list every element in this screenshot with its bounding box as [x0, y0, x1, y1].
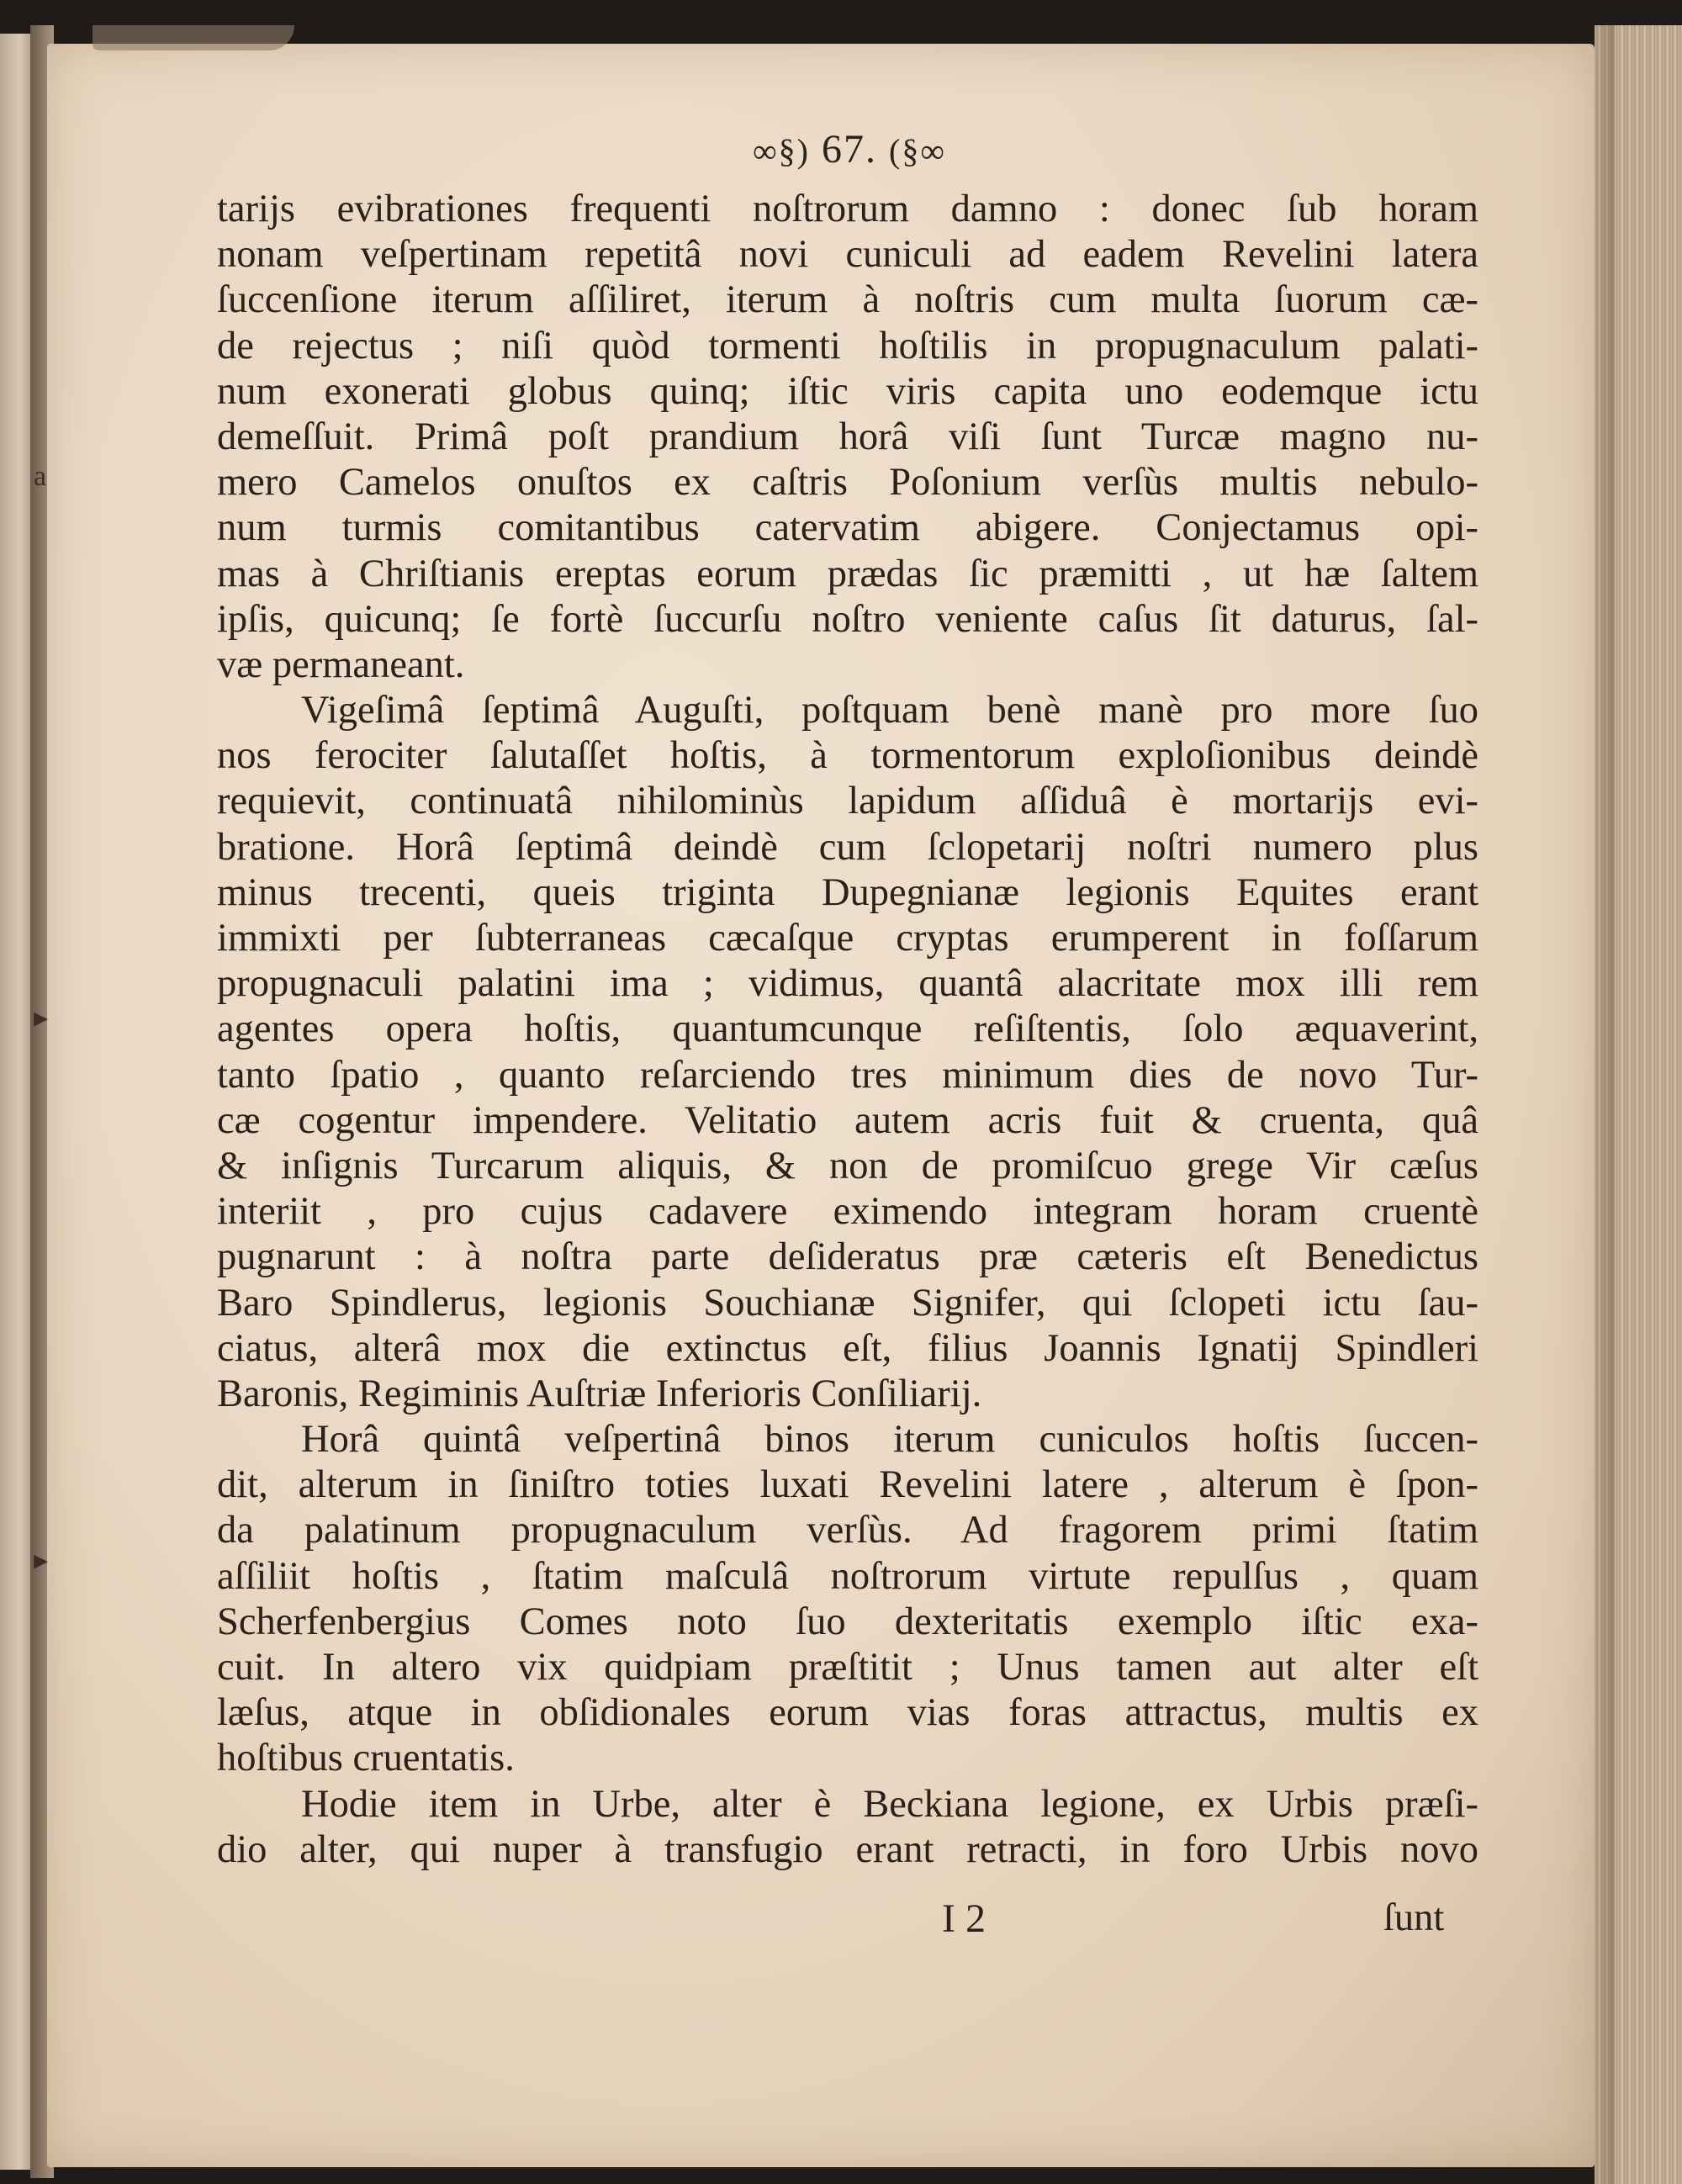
text-line: minus trecenti, queis triginta Dupegnianæ legionis Equites erant — [217, 870, 1478, 914]
text-line: da palatinum propugnaculum verſùs. Ad fragorem primi ſtatim — [217, 1509, 1478, 1552]
text-line: bratione. Horâ ſeptimâ deindè cum ſclopetarij noſtri numero plus — [217, 825, 1478, 869]
text-line: Baronis, Regiminis Auſtriæ Inferioris Conſiliarij. — [217, 1372, 982, 1415]
paragraph-start-line: Hodie item in Urbe, alter è Beckiana legione, ex Urbis præſi- — [301, 1782, 1478, 1826]
paragraph-start-line: Vigeſimâ ſeptimâ Auguſti, poſtquam benè manè pro more ſuo — [301, 689, 1478, 732]
text-line: nos ferociter ſalutaſſet hoſtis, à tormentorum exploſionibus deindè — [217, 734, 1478, 778]
text-line: Baro Spindlerus, legionis Souchianæ Signifer, qui ſclopeti ictu ſau- — [217, 1281, 1478, 1325]
text-line: agentes opera hoſtis, quantumcunque reſiſtentis, ſolo æquaverint, — [217, 1007, 1478, 1051]
text-line: demeſſuit. Primâ poſt prandium horâ viſi ſunt Turcæ magno nu- — [217, 415, 1478, 458]
torn-ornament-scrap — [93, 25, 294, 50]
paragraph-start-line: Horâ quintâ veſpertinâ binos iterum cuniculos hoſtis ſuccen- — [301, 1418, 1478, 1462]
text-line: dio alter, qui nuper à transfugio erant retracti, in foro Urbis novo — [217, 1827, 1478, 1871]
text-line: hoſtibus cruentatis. — [217, 1737, 515, 1780]
text-line: mero Camelos onuſtos ex caſtris Poſonium verſùs multis nebulo- — [217, 461, 1478, 505]
text-line: nonam veſpertinam repetitâ novi cuniculi ad eadem Revelini latera — [217, 233, 1478, 277]
text-line: num turmis comitantibus catervatim abigere. Conjectamus opi- — [217, 506, 1478, 550]
margin-mark: ▸ — [34, 1002, 49, 1034]
catchword: ſunt — [1383, 1896, 1445, 1939]
right-ornament: (§∞ — [889, 132, 946, 170]
text-line: ciatus, alterâ mox die extinctus eſt, filius Joannis Ignatij Spindleri — [217, 1326, 1478, 1370]
text-line: dit, alterum in ſiniſtro toties luxati Revelini latere , alterum è ſpon- — [217, 1463, 1478, 1507]
text-line: propugnaculi palatini ima ; vidimus, quantâ alacritate mox illi rem — [217, 962, 1478, 1006]
text-line: mas à Chriſtianis ereptas eorum prædas ſic præmitti , ut hæ ſaltem — [217, 552, 1478, 595]
text-line: cuit. In altero vix quidpiam præſtitit ; Unus tamen aut alter eſt — [217, 1646, 1478, 1689]
text-line: immixti per ſubterraneas cæcaſque cryptas erumperent in foſſarum — [217, 917, 1478, 960]
page-number: 67. — [822, 127, 877, 172]
text-line: interiit , pro cujus cadavere eximendo integram horam cruentè — [217, 1190, 1478, 1234]
facing-page-edge — [0, 34, 34, 2170]
body-text — [217, 187, 1478, 1873]
left-ornament: ∞§) — [753, 132, 810, 170]
text-line: væ permaneant. — [217, 643, 465, 686]
text-line: aſſiliit hoſtis , ſtatim maſculâ noſtrorum virtute repulſus , quam — [217, 1554, 1478, 1598]
text-line: cæ cogentur impendere. Velitatio autem acris fuit & cruenta, quâ — [217, 1098, 1478, 1142]
running-header — [698, 126, 1001, 177]
margin-mark: ▸ — [34, 1545, 49, 1576]
text-line: requievit, continuatâ nihilominùs lapidum aſſiduâ è mortarijs evi- — [217, 780, 1478, 823]
text-line: ſuccenſione iterum aſſiliret, iterum à noſtris cum multa ſuorum cæ- — [217, 278, 1478, 322]
text-line: num exonerati globus quinq; iſtic viris capita uno eodemque ictu — [217, 369, 1478, 413]
text-line: ipſis, quicunq; ſe fortè ſuccurſu noſtro veniente caſus ſit daturus, ſal- — [217, 597, 1478, 641]
margin-mark: a — [34, 461, 47, 492]
text-line: de rejectus ; niſi quòd tormenti hoſtilis in propugnaculum palati- — [217, 324, 1478, 368]
text-line: pugnarunt : à noſtra parte deſideratus præ cæteris eſt Benedictus — [217, 1235, 1478, 1279]
text-line: læſus, atque in obſidionales eorum vias foras attractus, multis ex — [217, 1691, 1478, 1735]
signature-mark: I 2 — [942, 1896, 986, 1941]
text-line: tanto ſpatio , quanto reſarciendo tres minimum dies de novo Tur- — [217, 1053, 1478, 1097]
text-line: tarijs evibrationes frequenti noſtrorum damno : donec ſub horam — [217, 188, 1478, 230]
text-line: Scherfenbergius Comes noto ſuo dexteritatis exemplo iſtic exa- — [217, 1600, 1478, 1643]
text-line: & inſignis Turcarum aliquis, & non de promiſcuo grege Vir cæſus — [217, 1144, 1478, 1187]
